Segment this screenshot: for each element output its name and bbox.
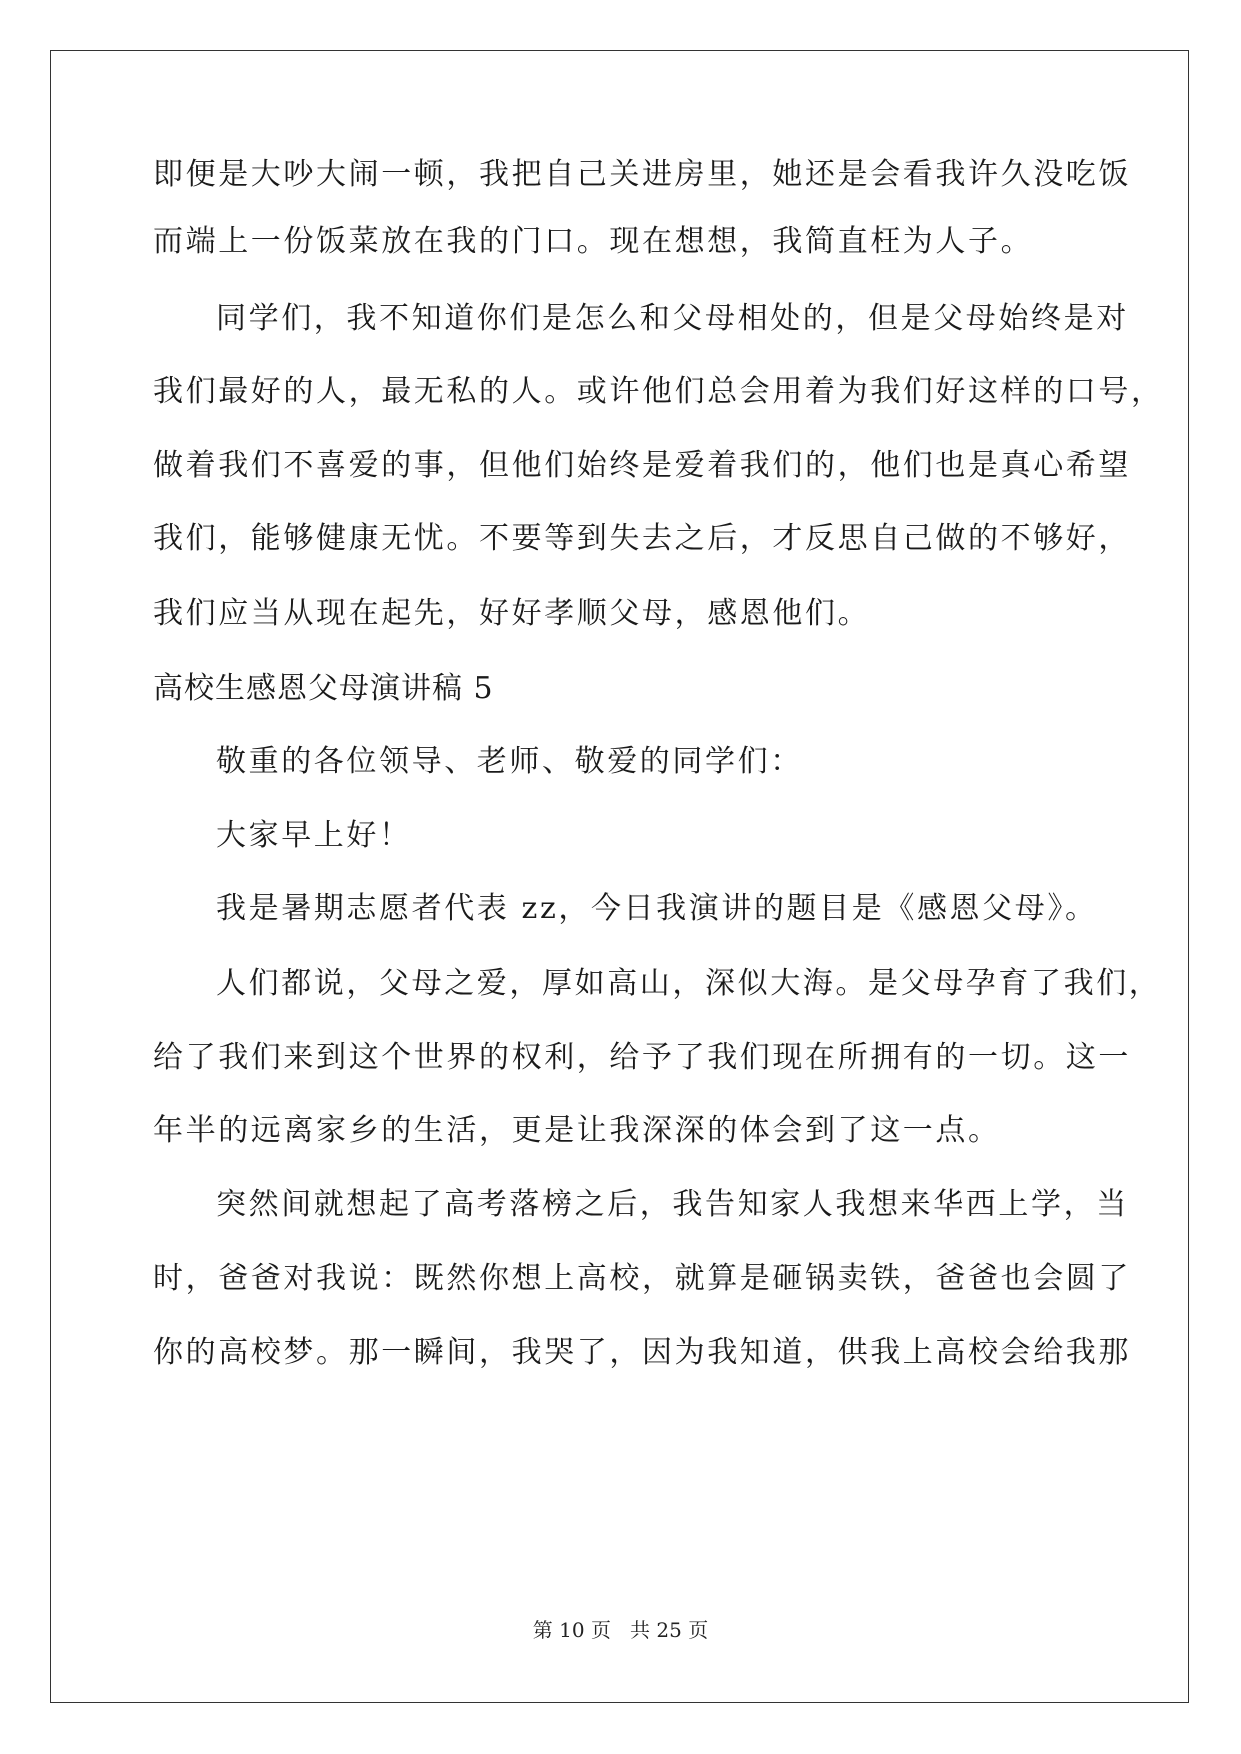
text-line: 做着我们不喜爱的事，但他们始终是爱着我们的，他们也是真心希望	[153, 448, 1131, 483]
page-frame	[50, 50, 1189, 1703]
page-footer	[0, 1618, 1241, 1642]
text-line: 同学们，我不知道你们是怎么和父母相处的，但是父母始终是对	[216, 301, 1129, 336]
text-line: 人们都说，父母之爱，厚如高山，深似大海。是父母孕育了我们，	[216, 966, 1162, 1001]
text-line: 年半的远离家乡的生活，更是让我深深的体会到了这一点。	[153, 1113, 1001, 1148]
text-line: 突然间就想起了高考落榜之后，我告知家人我想来华西上学，当	[216, 1187, 1129, 1222]
text-line: 我是暑期志愿者代表 zz，今日我演讲的题目是《感恩父母》。	[216, 891, 1098, 926]
text-line: 我们最好的人，最无私的人。或许他们总会用着为我们好这样的口号，	[153, 374, 1164, 409]
page-number: 第 10 页	[532, 1618, 611, 1642]
text-line: 即便是大吵大闹一顿，我把自己关进房里，她还是会看我许久没吃饭	[153, 157, 1131, 192]
text-line: 我们应当从现在起先，好好孝顺父母，感恩他们。	[153, 596, 871, 631]
text-line: 给了我们来到这个世界的权利，给予了我们现在所拥有的一切。这一	[153, 1040, 1131, 1075]
text-line: 时，爸爸对我说：既然你想上高校，就算是砸锅卖铁，爸爸也会圆了	[153, 1261, 1131, 1296]
text-line: 而端上一份饭菜放在我的门口。现在想想，我简直枉为人子。	[153, 224, 1034, 259]
text-line: 你的高校梦。那一瞬间，我哭了，因为我知道，供我上高校会给我那	[153, 1335, 1131, 1370]
text-line: 敬重的各位领导、老师、敬爱的同学们：	[216, 744, 803, 779]
text-line: 我们，能够健康无忧。不要等到失去之后，才反思自己做的不够好，	[153, 521, 1131, 556]
text-line: 大家早上好！	[216, 818, 412, 853]
section-heading: 高校生感恩父母演讲稿 5	[153, 671, 494, 706]
page-total: 共 25 页	[630, 1618, 709, 1642]
